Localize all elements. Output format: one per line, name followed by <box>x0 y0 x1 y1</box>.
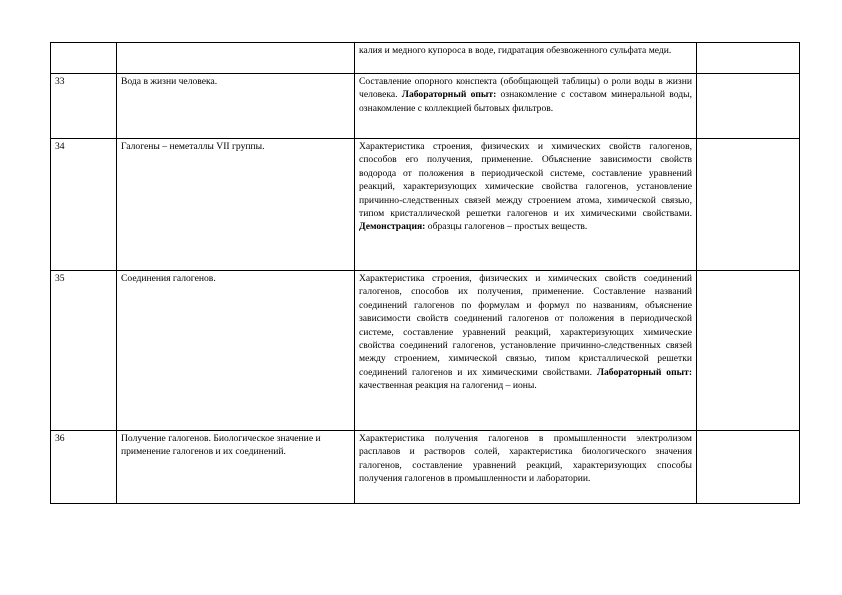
lesson-topic: Соединения галогенов. <box>117 271 355 431</box>
lesson-topic: Галогены – неметаллы VII группы. <box>117 139 355 271</box>
content-text: Характеристика строения, физических и химических свойств соединений галогенов, способов их получения, применение. Составление названий соединений галогенов по формулам и формул по названиям, объяснение зависимости свойств соединений галогенов от положения в периодической системе, составление уравнений реакций, характеризующих химические свойства соединений галогенов, установление причинно-следственных связей между строением, химической связью, типом кристаллической решетки соединений галогенов и их химическими свойствами. <box>359 273 692 378</box>
content-text: Характеристика строения, физических и химических свойств галогенов, способов его получения, применение. Объяснение зависимости свойств водорода от положения в периодической системе, составление уравнений реакций, характеризующих химические свойства галогенов, установление причинно-следственных связей между строением атома, химической связью, типом кристаллической решетки галогенов и их химическими свойствами. <box>359 141 692 220</box>
empty-cell <box>697 74 800 139</box>
empty-cell <box>697 139 800 271</box>
table-row <box>51 139 800 271</box>
empty-cell <box>697 271 800 431</box>
lesson-number <box>51 43 117 74</box>
content-text: образцы галогенов – простых веществ. <box>425 221 588 233</box>
lesson-content <box>355 271 697 431</box>
lesson-content <box>355 43 697 74</box>
content-text: Составление опорного конспекта (обобщающей таблицы) о роли воды в жизни человека. <box>359 76 692 101</box>
table-row <box>51 271 800 431</box>
lesson-topic: Получение галогенов. Биологическое значение и применение галогенов и их соединений. <box>117 431 355 504</box>
lesson-content <box>355 74 697 139</box>
content-text: ознакомление с составом минеральной воды, ознакомление с коллекцией бытовых фильтров. <box>359 89 692 114</box>
lesson-number: 34 <box>51 139 117 271</box>
lesson-content <box>355 431 697 504</box>
lesson-plan-table <box>50 42 800 504</box>
table-row <box>51 74 800 139</box>
lesson-number: 36 <box>51 431 117 504</box>
empty-cell <box>697 43 800 74</box>
content-text: качественная реакция на галогенид – ионы. <box>359 380 537 392</box>
lesson-topic: Вода в жизни человека. <box>117 74 355 139</box>
activity-label: Демонстрация: <box>359 221 426 233</box>
lesson-topic <box>117 43 355 74</box>
lesson-content <box>355 139 697 271</box>
lesson-number: 33 <box>51 74 117 139</box>
lesson-number: 35 <box>51 271 117 431</box>
content-text: Характеристика получения галогенов в промышленности электролизом расплавов и растворов солей, характеристика биологического значения галогенов, составление уравнений реакций, характеризующих способы получения галогенов в промышленности и лаборатории. <box>359 433 692 485</box>
empty-cell <box>697 431 800 504</box>
table-row <box>51 431 800 504</box>
content-text: калия и медного купороса в воде, гидратация обезвоженного сульфата меди. <box>359 45 672 56</box>
activity-label: Лабораторный опыт: <box>401 89 497 101</box>
activity-label: Лабораторный опыт: <box>596 366 693 378</box>
table-row <box>51 43 800 74</box>
